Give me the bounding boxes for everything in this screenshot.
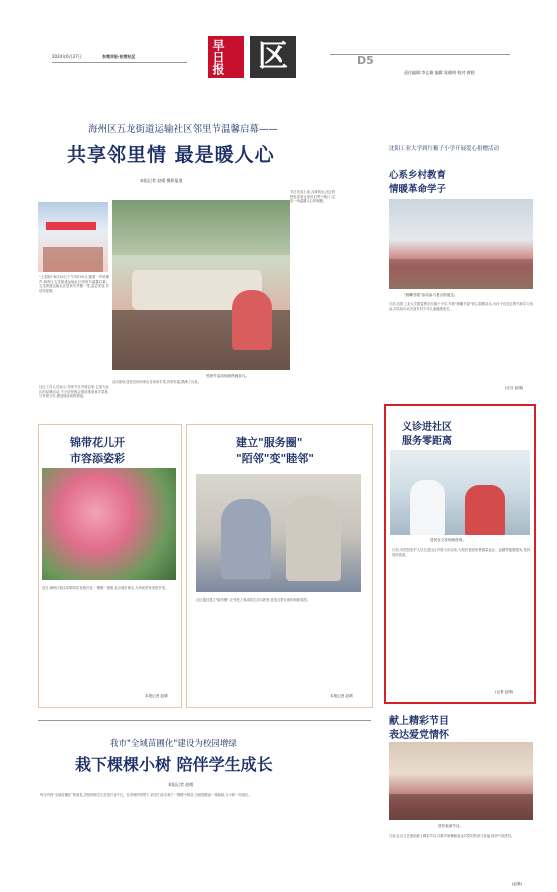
right-top-photo-caption: "晨曦书屋"活动参与者合影留念。 xyxy=(404,293,458,297)
lead-photo-main xyxy=(112,200,290,370)
right-mid-photo xyxy=(390,450,530,535)
lead-photo-caption: 邻里节活动现场热闹非凡。 xyxy=(206,374,250,378)
banner-shape xyxy=(46,222,96,230)
crowd-shape xyxy=(43,247,103,272)
lead-byline: 本报记者 赵晴 摄影报道 xyxy=(140,178,183,183)
lead-kicker: 海州区五龙街道运输社区邻里节温馨启幕—— xyxy=(88,124,279,135)
mid-center-body: 社区通过建立"服务圈",让邻里之间从陌生走向熟悉,营造互帮互助的和睦氛围。 xyxy=(196,598,310,602)
bottom-top-rule xyxy=(38,720,371,721)
trees-shape xyxy=(112,200,290,255)
bottom-byline: 本报记者 赵晴 xyxy=(168,782,194,787)
page-number: D5 xyxy=(357,54,374,67)
right-mid-photo-caption: 居民在义诊现场咨询。 xyxy=(430,538,466,542)
editors-line: 责任编辑:李志雄 编辑:张晓明 校对:黄晓 xyxy=(404,70,475,75)
right-bottom-title-1: 献上精彩节目 xyxy=(389,716,449,727)
masthead-logo-block xyxy=(208,36,244,78)
mid-center-photo xyxy=(196,474,361,592)
mid-left-title-1: 锦带花儿开 xyxy=(70,436,125,449)
bottom-kicker: 我市"全域苗圃化"建设为校园增绿 xyxy=(110,739,237,749)
masthead-logo-big: 区 xyxy=(250,36,296,78)
mid-left-flower-photo xyxy=(42,468,176,580)
bottom-headline: 栽下棵棵小树 陪伴学生成长 xyxy=(75,755,273,774)
person-left-shape xyxy=(221,499,271,579)
right-mid-body: 日前,市医院医护人员走进社区开展义诊活动,为居民提供免费测量血压、血糖等健康服务,受到居民欢迎。 xyxy=(392,548,530,557)
header-rule-left xyxy=(52,62,187,63)
lead-body-col1: "上菜啦!"6月24日下午5时45分,随着一声吆喝声,海州区五龙街道运输社区邻里节温馨启幕。五龙街道运输社区居民们齐聚一堂,品尝美食,共话邻里情。 xyxy=(39,275,109,293)
mid-left-credit: 本报记者 赵晴 xyxy=(145,694,168,698)
right-top-photo xyxy=(389,199,533,289)
lead-body-col1b: 社区工作人员表示,邻里节自开展以来,已成为社区的品牌活动,不少居民都会提前准备拿手菜肴,与邻里分享,增进彼此间的情谊。 xyxy=(39,385,109,399)
right-mid-title-2: 服务零距离 xyxy=(402,436,452,447)
mid-left-body: 近日,海州区街头的锦带花竞相开放,一簇簇一团团,装点城市街头,为市民带来美的享受。 xyxy=(42,586,169,590)
right-top-title-1: 心系乡村教育 xyxy=(389,170,447,181)
section-name: 东莞早报·东莞社区 xyxy=(102,54,136,59)
lead-body-bottom: 活动现场,居民们纷纷拿出自家拿手菜,有荤有素,摆满了长桌。 xyxy=(112,380,201,384)
mid-left-title-2: 市容添姿彩 xyxy=(70,452,125,465)
resident-shape xyxy=(465,485,505,535)
right-top-title-2: 情暖革命学子 xyxy=(389,184,447,195)
person-red-shirt xyxy=(232,290,272,350)
right-bottom-body: 日前,社区文艺团队献上精彩节目,以歌声和舞蹈表达对党的热爱与祝福,现场气氛热烈。 xyxy=(389,834,515,838)
right-bottom-photo xyxy=(389,742,533,820)
mid-center-title-2: "陌邻"变"睦邻" xyxy=(236,452,314,465)
masthead-logo-text: 早日报 xyxy=(211,39,225,75)
lead-photo-small xyxy=(38,202,108,272)
bottom-body: 每当听到"全域苗圃化"的消息,学校的师生们总是兴奋不已。在老师的带领下,同学们亲手栽下一棵棵小树苗,为校园增添一抹新绿,与小树一同成长。 xyxy=(40,793,252,797)
right-bottom-credit: (赵晴) xyxy=(512,882,522,886)
issue-date: 2024年6月27日 xyxy=(52,54,82,59)
right-mid-credit: (记者 赵晴) xyxy=(495,690,514,694)
performers-shape xyxy=(389,794,533,820)
students-shape xyxy=(389,259,533,289)
right-top-kicker: 沈阳工业大学到红椒子小学开展爱心捐赠活动 xyxy=(389,146,500,152)
doctor-shape xyxy=(410,480,445,535)
right-bottom-title-2: 表达爱党情怀 xyxy=(389,730,449,741)
mid-center-credit: 本报记者 赵晴 xyxy=(330,694,353,698)
right-top-credit: (汪自 赵晴) xyxy=(505,386,524,390)
right-top-body: 日前,沈阳工业大学团委携手红椒子小学,开展"晨曦书屋"爱心捐赠活动,为孩子们送去图书和学习用品,用实际行动关爱乡村少年儿童健康成长。 xyxy=(389,302,533,311)
right-mid-title-1: 义诊进社区 xyxy=(402,422,452,433)
person-right-shape xyxy=(286,496,341,581)
lead-body-col2: 节日饮食上桌,五味俱全,社区的特色菜肴让居民们赞不绝口,这是一场温暖人心的相聚。 xyxy=(290,190,335,204)
lead-headline: 共享邻里情 最是暖人心 xyxy=(67,144,275,166)
right-bottom-photo-caption: 居民表演节目。 xyxy=(438,824,464,828)
mid-center-title-1: 建立"服务圈" xyxy=(236,436,303,449)
